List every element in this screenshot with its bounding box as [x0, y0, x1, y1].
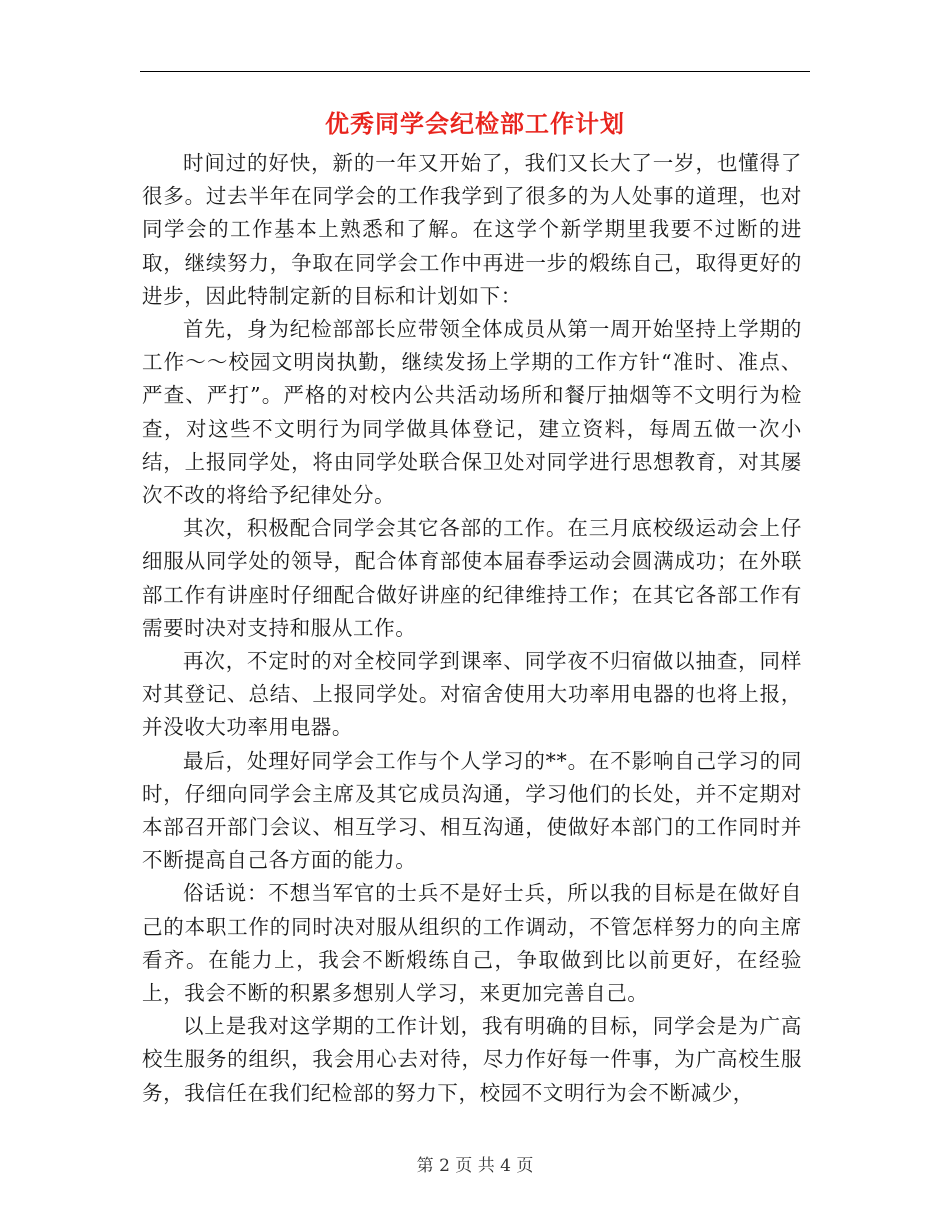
- paragraph-third: 再次，不定时的对全校同学到课率、同学夜不归宿做以抽查，同样对其登记、总结、上报同学处。对宿舍使用大功率用电器的也将上报，并没收大功率用电器。: [142, 649, 802, 740]
- page-number-footer: 第 2 页 共 4 页: [416, 1156, 534, 1176]
- document-body: [142, 147, 802, 1110]
- paragraph-proverb: 俗话说：不想当军官的士兵不是好士兵，所以我的目标是在做好自己的本职工作的同时决对服从组织的工作调动，不管怎样努力的向主席看齐。在能力上，我会不断煅练自己，争取做到比以前更好，在经验上，我会不断的积累多想别人学习，来更加完善自己。: [142, 881, 802, 1006]
- paragraph-summary: 以上是我对这学期的工作计划，我有明确的目标，同学会是为广高校生服务的组织，我会用心去对待，尽力作好每一件事，为广高校生服务，我信任在我们纪检部的努力下，校园不文明行为会不断减少，: [142, 1014, 802, 1105]
- paragraph-intro: 时间过的好快，新的一年又开始了，我们又长大了一岁，也懂得了很多。过去半年在同学会的工作我学到了很多的为人处事的道理，也对同学会的工作基本上熟悉和了解。在这学个新学期里我要不过断的进取，继续努力，争取在同学会工作中再进一步的煅练自己，取得更好的进步，因此特制定新的目标和计划如下：: [142, 151, 802, 308]
- header-rule: [140, 71, 810, 72]
- paragraph-last: 最后，处理好同学会工作与个人学习的**。在不影响自己学习的同时，仔细向同学会主席及其它成员沟通，学习他们的长处，并不定期对本部召开部门会议、相互学习、相互沟通，使做好本部门的工作同时并不断提高自己各方面的能力。: [142, 748, 802, 873]
- paragraph-first: 首先，身为纪检部部长应带领全体成员从第一周开始坚持上学期的工作～～校园文明岗执勤，继续发扬上学期的工作方针“准时、准点、严查、严打”。严格的对校内公共活动场所和餐厅抽烟等不文明行为检查，对这些不文明行为同学做具体登记，建立资料，每周五做一次小结，上报同学处，将由同学处联合保卫处对同学进行思想教育，对其屡次不改的将给予纪律处分。: [142, 317, 802, 508]
- paragraph-second: 其次，积极配合同学会其它各部的工作。在三月底校级运动会上仔细服从同学处的领导，配合体育部使本届春季运动会圆满成功；在外联部工作有讲座时仔细配合做好讲座的纪律维持工作；在其它各部工作有需要时决对支持和服从工作。: [142, 516, 802, 640]
- document-title: 优秀同学会纪检部工作计划: [325, 110, 625, 138]
